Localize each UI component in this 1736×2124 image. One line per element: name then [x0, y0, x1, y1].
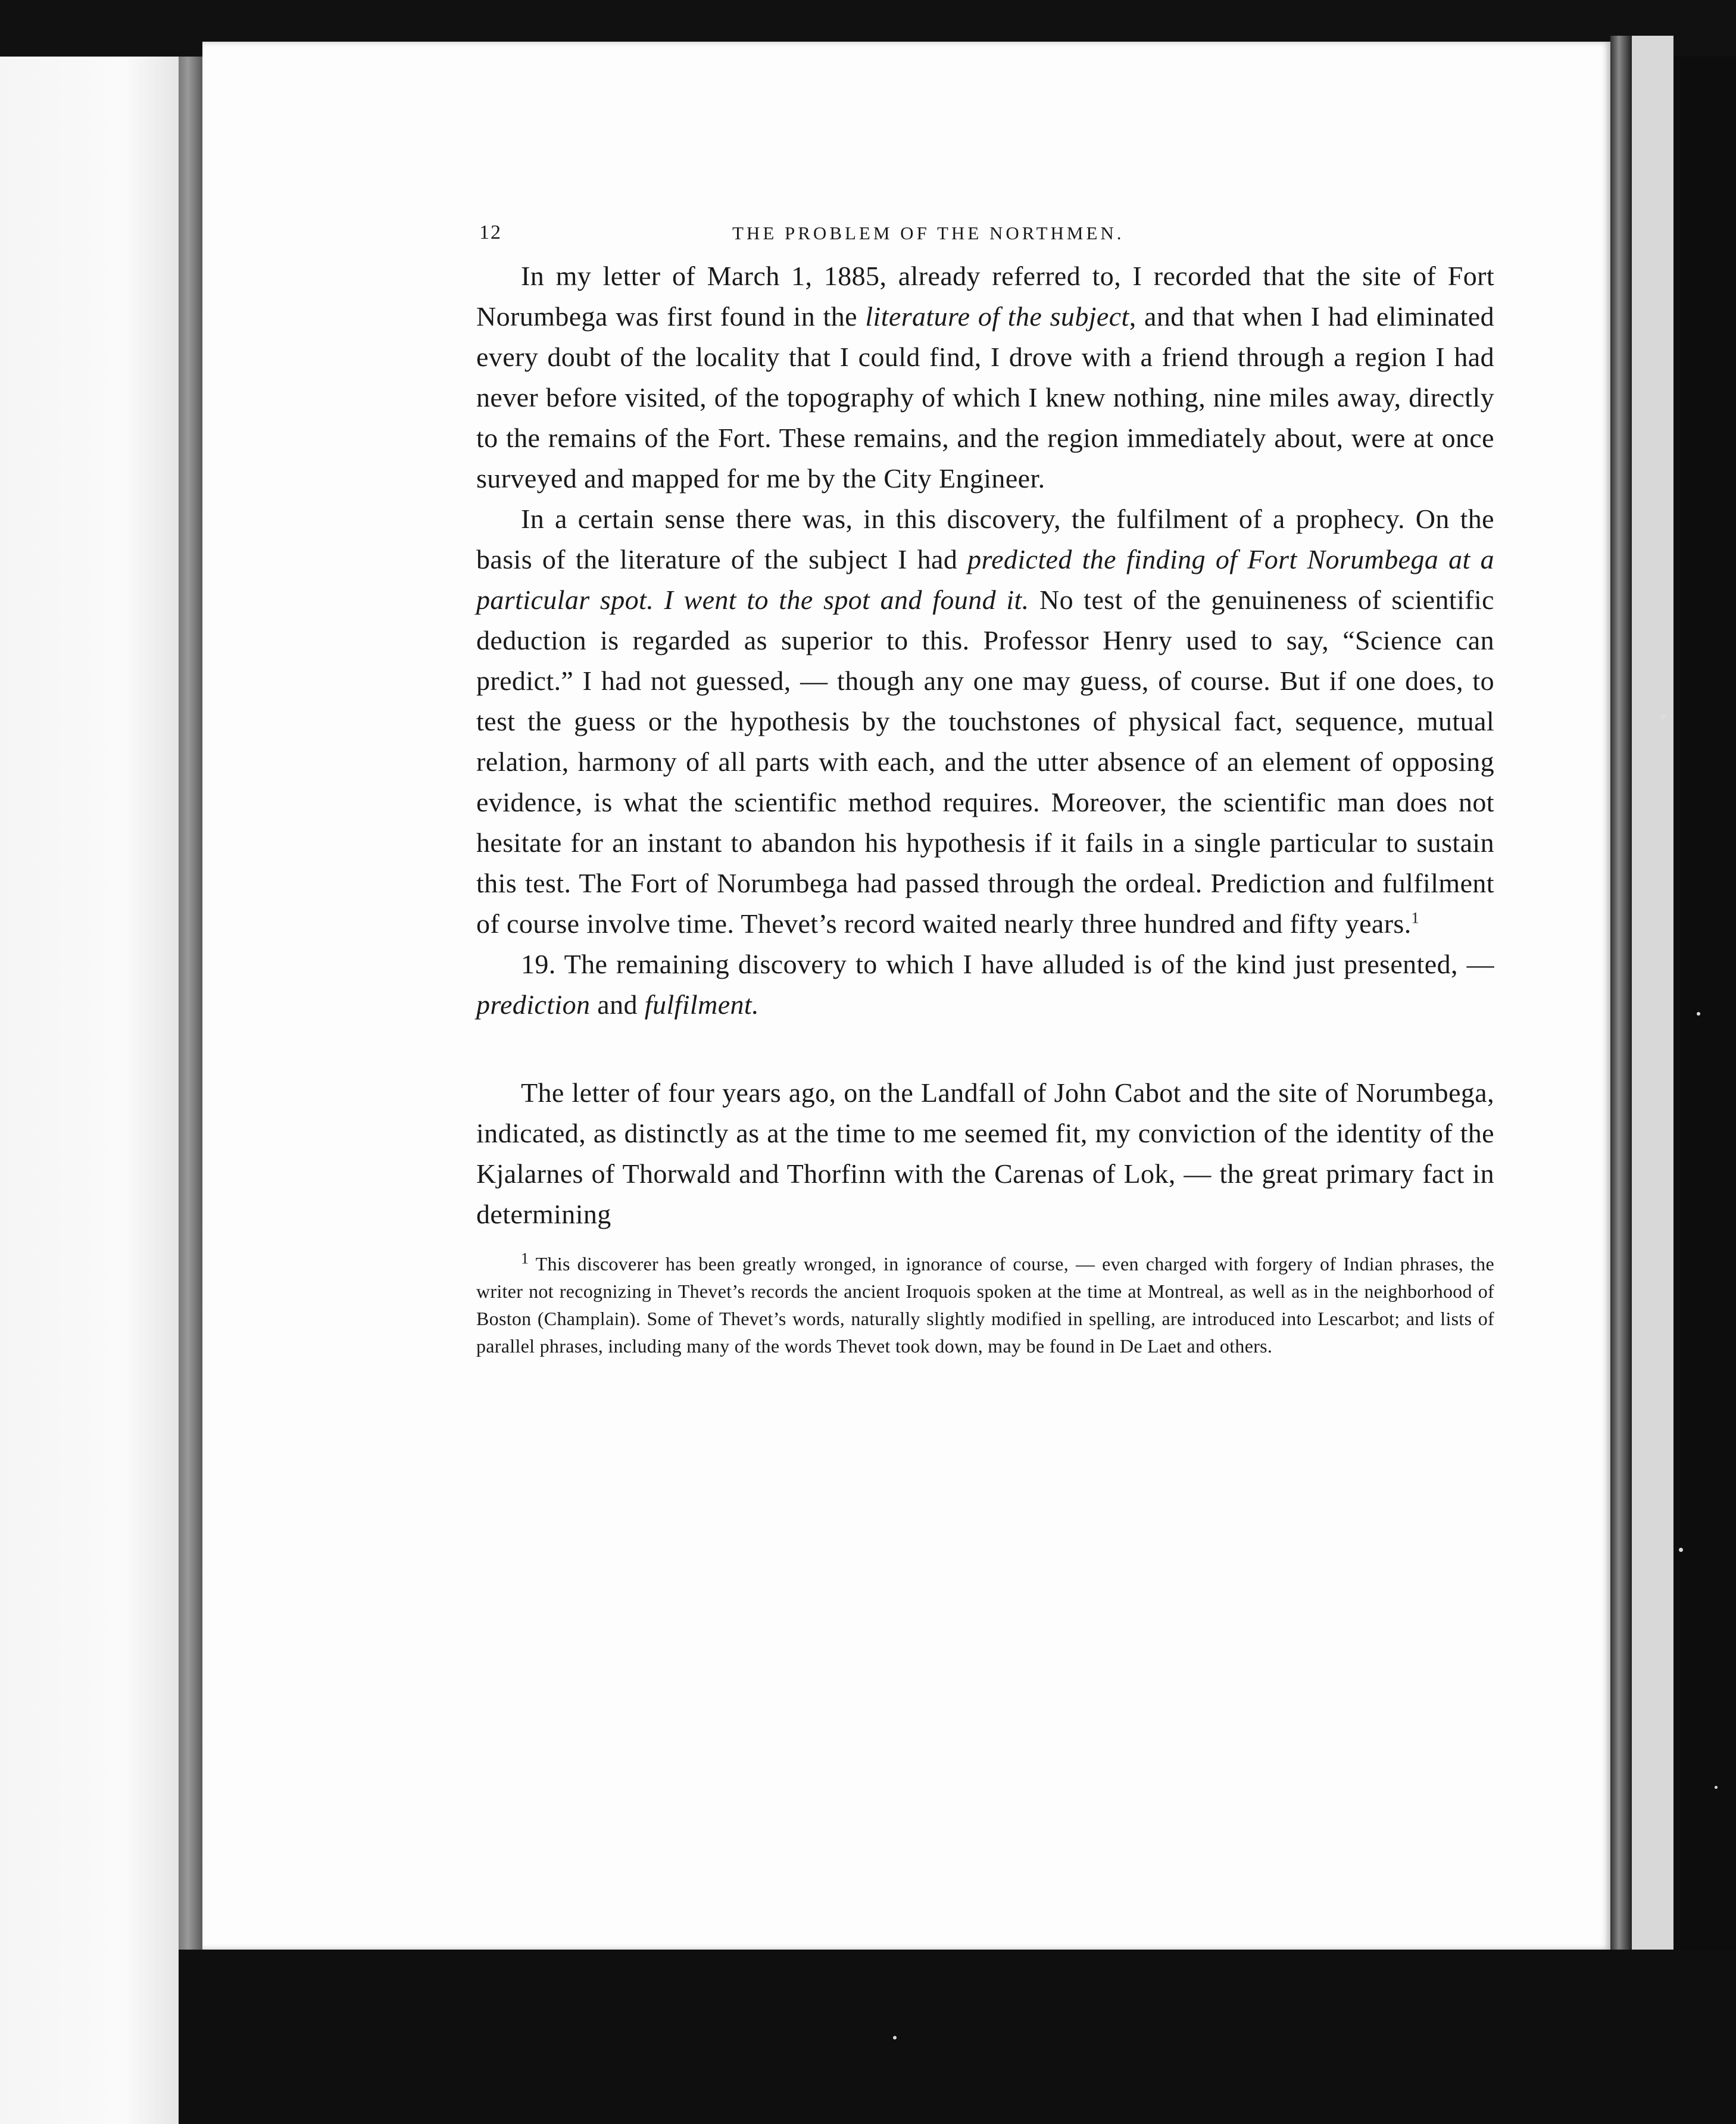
paragraph-text: No test of the genuineness of scientific deduction is regarded as superior to this. Professor Henry used to say, “Science can predict.” I had not guessed, — though any one may guess, of course. But if one does, to test the guess or the hypothesis by the touchstones of physical fact, sequence, mutual relation, harmony of all parts with each, and the utter absence of an element of opposing evidence, is what the scientific method requires. Moreover, the scientific man does not hesitate for an instant to abandon his hypothesis if it fails in a single particular to sustain this test. The Fort of Norumbega had passed through the ordeal. Prediction and fulfilment of course involve time. Thevet’s record waited nearly three hundred and fifty years.: [476, 585, 1494, 939]
italic-phrase: fulfilment.: [644, 989, 760, 1020]
dust-speck: [1697, 1012, 1700, 1016]
running-title: THE PROBLEM OF THE NORTHMEN.: [732, 223, 1125, 243]
page-number: 12: [479, 221, 502, 243]
paragraph-cabot-landfall: [476, 1073, 1494, 1235]
italic-phrase: predicted the finding of Fort Norumbega at a particular spot. I went to the spot and found it.: [476, 544, 1494, 615]
dust-speck: [893, 2036, 897, 2039]
book-gutter: [179, 57, 202, 2124]
footnote-marker: 1: [521, 1250, 529, 1267]
page-edge-right: [1610, 36, 1632, 1959]
footnote: [476, 1250, 1494, 1360]
paragraph-text: In a certain sense there was, in this discovery, the fulfilment of a prophecy. On the basis of the literature of the subject I had: [476, 504, 1494, 574]
paragraph-text: 19. The remaining discovery to which I have alluded is of the kind just presented, —: [521, 949, 1494, 979]
paragraph-section-19: [476, 944, 1494, 1025]
paragraph-fort-norumbega: [476, 256, 1494, 499]
dust-speck: [1715, 1786, 1718, 1789]
footnote-reference: 1: [1411, 909, 1420, 927]
paragraph-text: In my letter of March 1, 1885, already referred to, I recorded that the site of Fort Norumbega was first found in the: [476, 261, 1494, 332]
running-head: [476, 214, 1494, 256]
facing-page-right: [1632, 36, 1673, 1959]
dust-speck: [1679, 1548, 1683, 1552]
page-text: [476, 214, 1494, 1360]
italic-phrase: prediction: [476, 989, 591, 1020]
footnote-text: This discoverer has been greatly wronged, in ignorance of course, — even charged with forgery of Indian phrases, the writer not recognizing in Thevet’s records the ancient Iroquois spoken at the time at Montreal, as well as in the neighborhood of Boston (Champlain). Some of Thevet’s words, naturally slightly modified in spelling, are introduced into Lescarbot; and lists of parallel phrases, including many of the words Thevet took down, may be found in De Laet and others.: [476, 1253, 1494, 1357]
scan-border-bottom: [179, 1950, 1736, 2124]
paragraph-text: and: [590, 989, 645, 1020]
facing-page-left: [0, 57, 179, 2124]
paragraph-prophecy: [476, 499, 1494, 944]
dust-speck: [1661, 714, 1666, 719]
paragraph-text: , and that when I had eliminated every doubt of the locality that I could find, I drove with a friend through a region I had never before visited, of the topography of which I knew nothing, nine miles away, directly to the remains of the Fort. These remains, and the region immediately about, were at once surveyed and mapped for me by the City Engineer.: [476, 301, 1495, 493]
italic-phrase: literature of the subject: [865, 301, 1129, 332]
paragraph-text: The letter of four years ago, on the Landfall of John Cabot and the site of Norumbega, indicated, as distinctly as at the time to me seemed fit, my conviction of the identity of the Kjalarnes of Thorwald and Thorfinn with the Carenas of Lok, — the great primary fact in determining: [476, 1077, 1494, 1229]
